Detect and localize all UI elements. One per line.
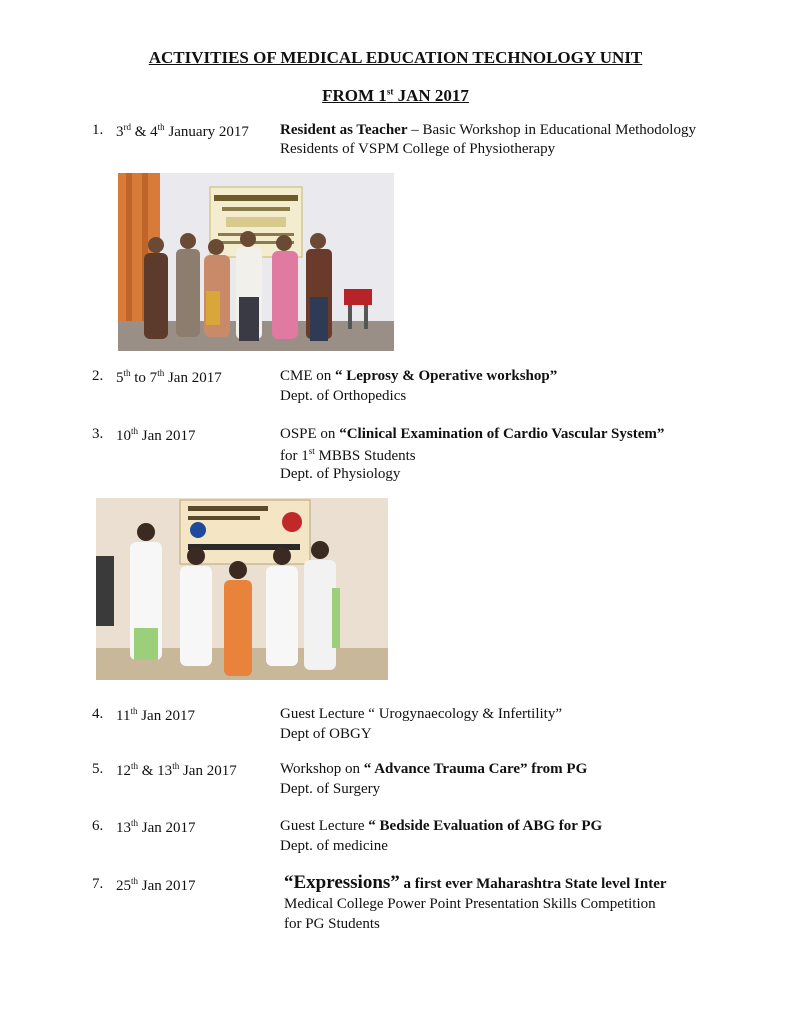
item-department: Dept. of medicine xyxy=(280,838,388,854)
item-department: Dept. of Orthopedics xyxy=(280,388,407,404)
item-department: Dept. of Surgery xyxy=(280,781,381,797)
item-number: 6. xyxy=(92,818,104,834)
item-date: 25th Jan 2017 xyxy=(116,876,196,894)
item-description-line2: Medical College Power Point Presentation Skills Competition xyxy=(284,896,656,912)
item-number: 2. xyxy=(92,368,104,384)
item-date: 13th Jan 2017 xyxy=(116,818,196,836)
item-date: 3rd & 4th January 2017 xyxy=(116,122,249,140)
item-department: Residents of VSPM College of Physiotherapy xyxy=(280,141,556,157)
item-audience: for 1st MBBS Students xyxy=(280,446,416,464)
item-number: 3. xyxy=(92,426,104,442)
item-date: 12th & 13th Jan 2017 xyxy=(116,761,237,779)
page-subtitle: FROM 1st JAN 2017 xyxy=(322,86,469,105)
item-description: CME on “ Leprosy & Operative workshop” xyxy=(280,368,558,384)
item-description: Resident as Teacher – Basic Workshop in Educational Methodology xyxy=(280,122,696,138)
item-department: Dept. of Physiology xyxy=(280,466,401,482)
item-description: Guest Lecture “ Urogynaecology & Infertility” xyxy=(280,706,562,722)
item-date: 11th Jan 2017 xyxy=(116,706,195,724)
item-date: 5th to 7th Jan 2017 xyxy=(116,368,222,386)
item-description: Guest Lecture “ Bedside Evaluation of ABG for PG xyxy=(280,818,603,834)
item-description: OSPE on “Clinical Examination of Cardio Vascular System” xyxy=(280,426,665,442)
item-description-line3: for PG Students xyxy=(284,916,380,932)
ospe-students-group-photo xyxy=(96,498,388,680)
resident-as-teacher-group-photo xyxy=(118,173,394,351)
item-description: “Expressions” a first ever Maharashtra State level Inter xyxy=(284,872,667,893)
item-number: 7. xyxy=(92,876,104,892)
item-number: 4. xyxy=(92,706,104,722)
item-number: 1. xyxy=(92,122,104,138)
item-description: Workshop on “ Advance Trauma Care” from PG xyxy=(280,761,588,777)
item-number: 5. xyxy=(92,761,104,777)
item-department: Dept of OBGY xyxy=(280,726,372,742)
page-title: ACTIVITIES OF MEDICAL EDUCATION TECHNOLOGY UNIT xyxy=(148,48,643,67)
item-date: 10th Jan 2017 xyxy=(116,426,196,444)
